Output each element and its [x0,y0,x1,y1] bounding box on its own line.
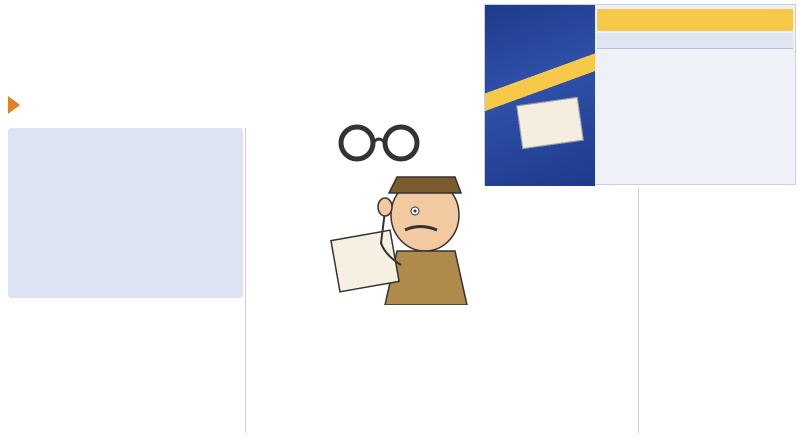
article-column-1 [8,305,243,433]
summary-box [8,128,243,298]
article-column-3 [249,305,471,433]
article-column-5 [642,188,796,433]
case-table-header-row [597,33,793,48]
column-header-station [728,33,793,48]
case-table-panel [484,4,796,185]
headline [8,6,470,90]
article-column-4 [484,188,636,433]
case-table [597,33,793,49]
column-divider [245,128,246,433]
handcuffs-icon [341,127,417,159]
fir-illustration [485,5,595,186]
column-header-complainant [662,33,727,48]
case-table-title [597,9,793,31]
policeman-cartoon [305,115,483,305]
arrow-icon [8,96,20,114]
column-header-fir [597,33,662,48]
column-divider [638,188,639,433]
fir-card [516,97,584,149]
